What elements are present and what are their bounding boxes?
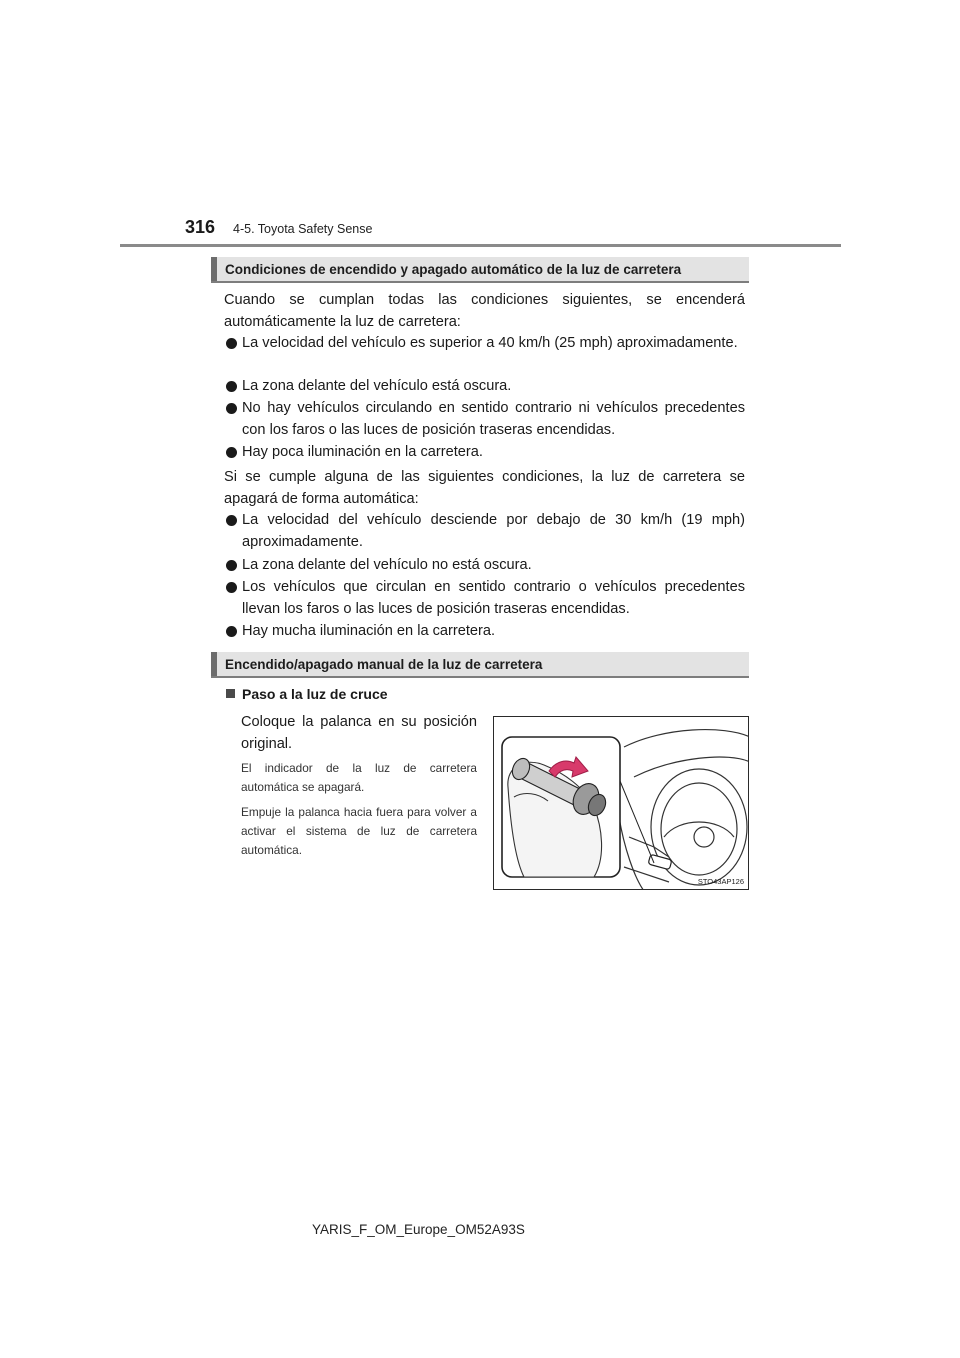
section-header-auto-high-beam	[211, 257, 749, 283]
bullet-icon	[226, 560, 237, 571]
note-reactivate: Empuje la palanca hacia fuera para volver a activar el sistema de luz de carretera automática.	[241, 805, 477, 857]
square-bullet-icon	[226, 689, 235, 698]
list-item-text: La velocidad del vehículo es superior a 40 km/h (25 mph) aproximadamente.	[242, 335, 738, 351]
list-item-text: Hay mucha iluminación en la carretera.	[242, 623, 496, 639]
list-item-text: Los vehículos que circulan en sentido contrario o vehículos precedentes llevan los faros o las luces de posición traseras encendidas.	[242, 579, 745, 617]
intro-off-paragraph: Si se cumple alguna de las siguientes condiciones, la luz de carretera se apagará de forma automática:	[224, 469, 745, 507]
list-item-text: La zona delante del vehículo no está oscura.	[242, 557, 532, 573]
bullet-icon	[226, 381, 237, 392]
instruction-text: Coloque la palanca en su posición original.	[241, 714, 477, 752]
list-item-text: Hay poca iluminación en la carretera.	[242, 444, 483, 460]
bullet-icon	[226, 582, 237, 593]
section-header-bar	[211, 257, 217, 281]
bullet-icon	[226, 403, 237, 414]
list-item-text: La velocidad del vehículo desciende por debajo de 30 km/h (19 mph) aproximadamente.	[242, 512, 745, 550]
figure-code: STO43AP126	[697, 877, 744, 886]
bullet-icon	[226, 338, 237, 349]
steering-lever-drawing	[494, 717, 749, 890]
list-item-text: La zona delante del vehículo está oscura.	[242, 378, 512, 394]
bullet-icon	[226, 515, 237, 526]
page-number: 316	[185, 217, 216, 237]
section-title: Encendido/apagado manual de la luz de carretera	[225, 657, 543, 672]
bullet-icon	[226, 447, 237, 458]
header-rule	[120, 244, 841, 247]
section-header-bar	[211, 652, 217, 676]
list-item-text: No hay vehículos circulando en sentido contrario ni vehículos precedentes con los faros o las luces de posición traseras encendidas.	[242, 400, 745, 438]
bullet-icon	[226, 626, 237, 637]
running-section-title: 4-5. Toyota Safety Sense	[233, 222, 373, 236]
section-title: Condiciones de encendido y apagado automático de la luz de carretera	[225, 262, 682, 277]
subheading-text: Paso a la luz de cruce	[242, 686, 388, 702]
section-header-manual-high-beam	[211, 652, 749, 678]
note-indicator-off: El indicador de la luz de carretera automática se apagará.	[241, 761, 477, 794]
document-id: YARIS_F_OM_Europe_OM52A93S	[312, 1222, 525, 1237]
subheading-low-beam	[226, 686, 388, 702]
intro-on-paragraph: Cuando se cumplan todas las condiciones siguientes, se encenderá automáticamente la luz de carretera:	[224, 292, 745, 330]
lever-illustration	[493, 716, 749, 890]
